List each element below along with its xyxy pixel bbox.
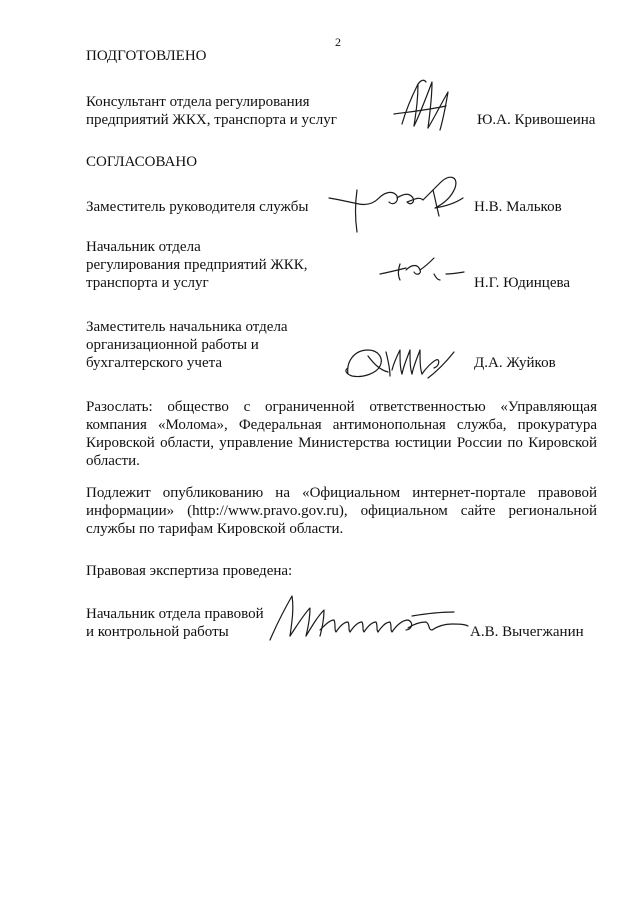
prepared-heading: ПОДГОТОВЛЕНО: [86, 48, 207, 64]
signature-yudintseva: [376, 252, 466, 288]
signer-3-position-line-2: организационной работы и: [86, 337, 259, 353]
signature-kryvosheina: [388, 74, 468, 136]
signature-vychegzhanin: [262, 590, 472, 646]
publication-paragraph: Подлежит опубликованию на «Официальном интернет-портале правовой информации» (http://www.pravo.gov.ru), официальном сайте региональной службы по тарифам Кировской области.: [86, 485, 597, 537]
legal-review-position-line-1: Начальник отдела правовой: [86, 606, 264, 622]
signer-3-position-line-3: бухгалтерского учета: [86, 355, 223, 371]
prepared-signer-name: Ю.А. Кривошеина: [477, 112, 596, 128]
legal-review-statement: Правовая экспертиза проведена:: [86, 563, 293, 579]
signer-1-name: Н.В. Мальков: [474, 199, 562, 215]
prepared-position-line-2: предприятий ЖКХ, транспорта и услуг: [86, 112, 337, 128]
prepared-position-line-1: Консультант отдела регулирования: [86, 94, 310, 110]
legal-review-position-line-2: и контрольной работы: [86, 624, 229, 640]
signature-malkov: [323, 168, 473, 238]
signer-2-position-line-3: транспорта и услуг: [86, 275, 209, 291]
agreed-heading: СОГЛАСОВАНО: [86, 154, 198, 170]
signer-1-position-line-1: Заместитель руководителя службы: [86, 199, 309, 215]
signature-zhuikov: [340, 338, 462, 386]
signer-3-name: Д.А. Жуйков: [474, 355, 556, 371]
signer-3-position-line-1: Заместитель начальника отдела: [86, 319, 288, 335]
legal-review-signer-name: А.В. Вычегжанин: [470, 624, 584, 640]
distribution-paragraph: Разослать: общество с ограниченной ответственностью «Управляющая компания «Молома», Федеральная антимонопольная служба, прокуратура Кировской области, управление Министерства юстиции России по Кировской области.: [86, 399, 597, 469]
page-number: 2: [335, 35, 341, 49]
signer-2-position-line-2: регулирования предприятий ЖКК,: [86, 257, 308, 273]
signer-2-position-line-1: Начальник отдела: [86, 239, 201, 255]
signer-2-name: Н.Г. Юдинцева: [474, 275, 571, 291]
